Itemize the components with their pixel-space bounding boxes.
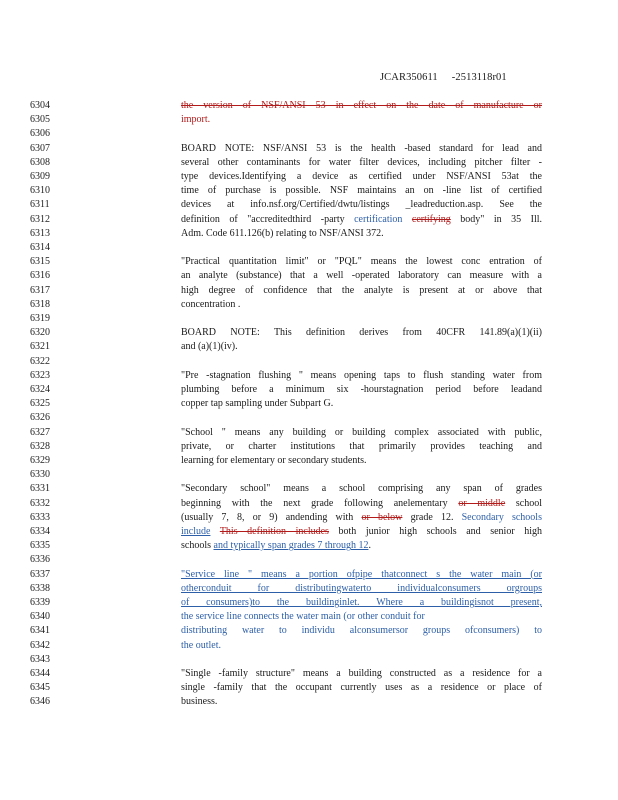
text-line [181, 498, 542, 510]
text-line [181, 540, 542, 552]
text-segment: certification [354, 213, 403, 225]
line-number: 6331 [30, 483, 50, 495]
text-line [181, 455, 542, 467]
text-line [181, 682, 542, 694]
text-line [181, 398, 542, 410]
text-segment: concentration . [181, 298, 241, 310]
text-segment: Adm. Code 611.126(b) relating to NSF/ANSI 372. [181, 227, 384, 239]
line-number: 6332 [30, 497, 50, 509]
deleted-text: or below [361, 511, 403, 523]
text-segment: body" in 35 Ill. [450, 213, 543, 225]
line-number: 6341 [30, 625, 50, 637]
line-number: 6309 [30, 171, 50, 182]
text-segment: . [368, 540, 371, 552]
line-number: 6339 [30, 597, 50, 608]
text-line [181, 526, 542, 538]
deleted-text: the version of NSF/ANSI 53 in effect on the date of manufacture or [181, 100, 542, 111]
text-line [181, 327, 542, 339]
text-segment: schools [181, 540, 214, 552]
line-number: 6306 [30, 128, 50, 140]
text-segment: time of purchase is possible. NSF maintains an on -line list of certified [181, 185, 542, 197]
line-number: 6314 [30, 242, 50, 253]
line-number: 6338 [30, 582, 50, 594]
inserted-text: and typically span grades 7 through 12 [213, 540, 369, 552]
text-segment: and (a)(1)(iv). [181, 341, 238, 353]
text-segment: "Practical quantitation limit" or "PQL" means the lowest conc entration of [181, 256, 542, 268]
text-segment: "Single -family structure" means a building constructed as a residence for a [181, 668, 542, 679]
text-segment [210, 526, 219, 537]
text-segment: BOARD NOTE: NSF/ANSI 53 is the health -based standard for lead and [181, 142, 542, 154]
inserted-text: of consumers)to the buildinginlet. Where a buildingisnot present, [181, 597, 542, 608]
line-number: 6344 [30, 668, 50, 679]
text-line [181, 270, 542, 282]
line-number: 6343 [30, 653, 50, 665]
text-line [181, 483, 542, 495]
line-number: 6307 [30, 142, 50, 154]
text-segment: "Pre -stagnation flushing " means opening taps to flush standing water from [181, 369, 542, 381]
text-line [181, 370, 542, 382]
line-number: 6340 [30, 611, 50, 623]
text-segment: definition of "accreditedthird -party [181, 213, 355, 225]
text-line [181, 214, 542, 226]
line-number: 6346 [30, 696, 50, 708]
line-number: 6330 [30, 469, 50, 481]
text-segment: plumbing before a minimum six -hourstagnation period before leadand [181, 384, 542, 395]
deleted-text: certifying [411, 213, 451, 225]
line-number: 6308 [30, 156, 50, 168]
text-line [181, 114, 542, 126]
line-number: 6327 [30, 426, 50, 438]
text-line [181, 256, 542, 268]
text-line [181, 512, 542, 524]
line-number: 6326 [30, 412, 50, 424]
document-id: JCAR350611 [380, 72, 438, 83]
inserted-text: "Service line " means a portion ofpipe thatconnect s the water main (or [181, 568, 542, 580]
line-number: 6321 [30, 341, 50, 353]
text-line [181, 299, 542, 311]
inserted-text: include [181, 526, 211, 537]
line-number: 6336 [30, 554, 50, 566]
line-number: 6318 [30, 298, 50, 310]
text-segment: (usually 7, 8, or 9) andending with [181, 511, 362, 523]
text-line [181, 427, 542, 439]
line-number: 6329 [30, 455, 50, 466]
text-line [181, 171, 542, 183]
line-number: 6328 [30, 440, 50, 452]
line-number: 6325 [30, 398, 50, 410]
inserted-text: otherconduit for distributingwaterto individualconsumers orgroups [181, 582, 542, 594]
line-number: 6333 [30, 511, 50, 523]
line-number: 6315 [30, 256, 50, 268]
text-line [181, 569, 542, 581]
text-segment: learning for elementary or secondary students. [181, 455, 367, 466]
line-number: 6342 [30, 639, 50, 651]
text-segment: import. [181, 114, 211, 126]
line-number: 6304 [30, 100, 50, 111]
text-segment: type devices.Identifying a device as certified under NSF/ANSI 53at the [181, 171, 542, 182]
text-line [181, 625, 542, 637]
line-number: 6316 [30, 270, 50, 282]
text-segment: an analyte (substance) that a well -operated laboratory can measure with a [181, 270, 542, 282]
text-segment: the outlet. [181, 639, 221, 651]
deleted-text: or middle [458, 497, 506, 509]
text-segment: business. [181, 696, 218, 708]
line-number: 6345 [30, 682, 50, 694]
line-number: 6322 [30, 355, 50, 367]
line-number: 6320 [30, 327, 50, 339]
line-number: 6311 [30, 199, 50, 211]
text-line [181, 185, 542, 197]
line-number: 6313 [30, 227, 50, 239]
text-segment: private, or charter institutions that primarily provides teaching and [181, 440, 542, 452]
text-segment: several other contaminants for water filter devices, including pitcher filter - [181, 156, 542, 168]
deleted-text: This definition includes [219, 526, 329, 537]
text-segment: both junior high schools and senior high [328, 526, 542, 537]
text-segment: Secondary schools [461, 511, 542, 523]
document-header [380, 72, 507, 83]
line-number: 6305 [30, 114, 50, 126]
text-segment [402, 214, 412, 225]
line-number: 6317 [30, 284, 50, 296]
revision-id: -2513118r01 [451, 72, 507, 83]
text-line [181, 597, 542, 609]
text-segment: BOARD NOTE: This definition derives from 40CFR 141.89(a)(1)(ii) [181, 327, 542, 339]
text-line [181, 583, 542, 595]
text-segment: the service line connects the water main (or other conduit for [181, 611, 425, 623]
text-line [181, 640, 542, 652]
text-line [181, 199, 542, 211]
text-line [181, 668, 542, 680]
text-segment: "Secondary school" means a school comprising any span of grades [181, 483, 542, 495]
text-line [181, 157, 542, 169]
text-segment: beginning with the next grade following anelementary [181, 497, 459, 509]
text-line [181, 100, 542, 112]
text-segment: "School " means any building or building complex associated with public, [181, 426, 542, 438]
text-segment: school [505, 497, 542, 509]
line-number: 6324 [30, 384, 50, 395]
text-segment: grade 12. [402, 511, 462, 523]
text-line [181, 228, 542, 240]
line-number: 6334 [30, 526, 50, 537]
text-line [181, 441, 542, 453]
line-number: 6337 [30, 568, 50, 580]
line-number: 6312 [30, 213, 50, 225]
line-number: 6323 [30, 369, 50, 381]
text-segment: high degree of confidence that the analyte is present at or above that [181, 284, 542, 296]
text-segment: single -family that the occupant currently uses as a residence or place of [181, 682, 542, 694]
line-number: 6310 [30, 185, 50, 197]
text-line [181, 285, 542, 297]
text-line [181, 696, 542, 708]
text-line [181, 384, 542, 396]
text-line [181, 143, 542, 155]
text-line [181, 341, 542, 353]
text-segment: copper tap sampling under Subpart G. [181, 398, 334, 410]
line-number: 6319 [30, 313, 50, 324]
line-number: 6335 [30, 540, 50, 552]
text-segment: devices at info.nsf.org/Certified/dwtu/listings _leadreduction.asp. See the [181, 199, 542, 211]
text-line [181, 611, 542, 623]
text-segment: distributing water to individu alconsumersor groups ofconsumers) to [181, 625, 542, 637]
